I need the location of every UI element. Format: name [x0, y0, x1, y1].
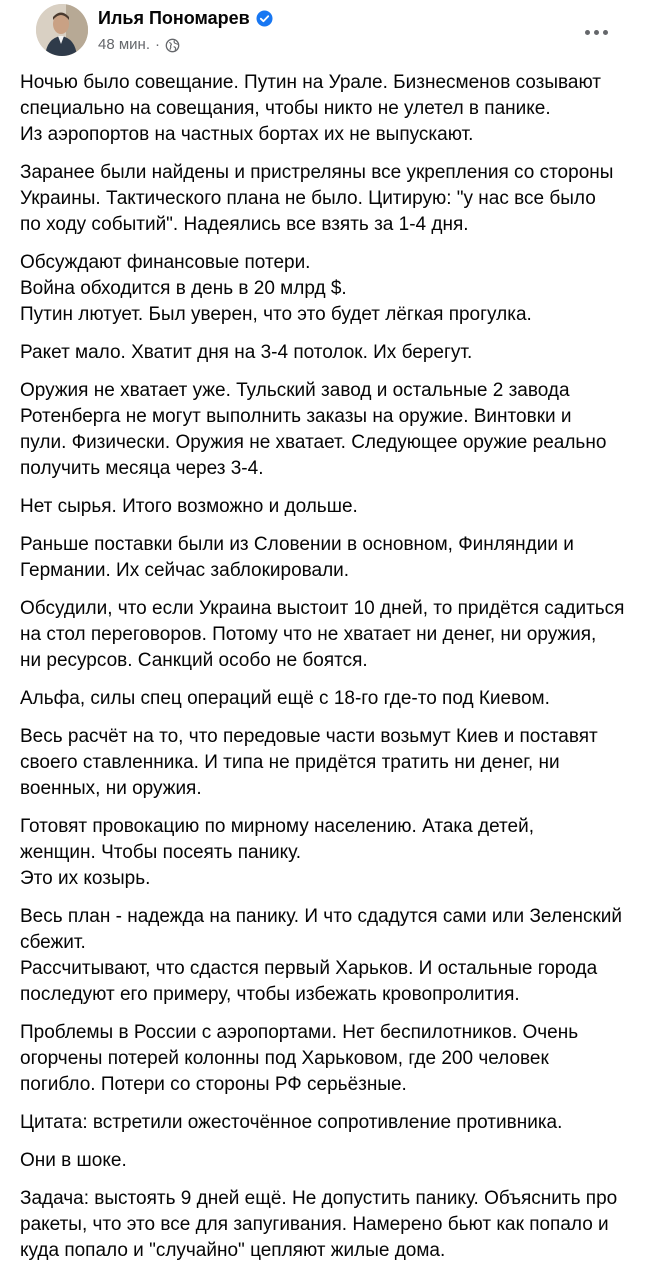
post-paragraph: Ночью было совещание. Путин на Урале. Бизнесменов созывают специально на совещания, чтобы никто не улетел в панике. Из аэропортов на частных бортах их не выпускают.	[20, 72, 602, 145]
globe-icon[interactable]	[165, 38, 180, 53]
post-paragraph: Они в шоке.	[20, 1150, 127, 1171]
more-options-icon	[585, 30, 608, 35]
post-paragraph: Заранее были найдены и пристреляны все укрепления со стороны Украины. Тактического плана не было. Цитирую: "у нас все было по ходу событий". Надеялись все взять за 1-4 дня.	[20, 162, 614, 235]
verified-badge-icon	[256, 10, 273, 27]
post-paragraph: Проблемы в России с аэропортами. Нет беспилотников. Очень огорчены потерей колонны под Харьковом, где 200 человек погибло. Потери со стороны РФ серьёзные.	[20, 1022, 579, 1095]
post-paragraph: Раньше поставки были из Словении в основном, Финляндии и Германии. Их сейчас заблокировали.	[20, 534, 574, 581]
post-paragraph: Весь план - надежда на панику. И что сдадутся сами или Зеленский сбежит. Рассчитывают, что сдастся первый Харьков. И остальные города последуют его примеру, чтобы избежать кровопролития.	[20, 906, 623, 1005]
post-paragraph: Ракет мало. Хватит дня на 3-4 потолок. Их берегут.	[20, 342, 473, 363]
more-options-button[interactable]	[578, 14, 614, 50]
post-paragraph: Альфа, силы спец операций ещё с 18-го где-то под Киевом.	[20, 688, 550, 709]
post-body	[20, 70, 632, 1276]
meta-separator: ·	[155, 36, 160, 53]
author-name[interactable]: Илья Пономарев	[98, 8, 250, 28]
post-paragraph: Оружия не хватает уже. Тульский завод и остальные 2 завода Ротенберга не могут выполнить заказы на оружие. Винтовки и пули. Физически. Оружия не хватает. Следующее оружие реально получить месяца через 3-4.	[20, 380, 607, 479]
post-paragraph: Нет сырья. Итого возможно и дольше.	[20, 496, 358, 517]
post-header	[18, 0, 628, 72]
post-timestamp[interactable]: 48 мин.	[98, 36, 150, 53]
post-paragraph: Обсудили, что если Украина выстоит 10 дней, то придётся садиться на стол переговоров. Потому что не хватает ни денег, ни оружия, ни ресурсов. Санкций особо не боятся.	[20, 598, 625, 671]
post-paragraph: Цитата: встретили ожесточённое сопротивление противника.	[20, 1112, 563, 1133]
post-paragraph: Готовят провокацию по мирному населению. Атака детей, женщин. Чтобы посеять панику. Это их козырь.	[20, 816, 534, 889]
author-block	[98, 6, 273, 54]
avatar-photo-icon	[36, 4, 88, 56]
post-paragraph: Обсуждают финансовые потери. Война обходится в день в 20 млрд $. Путин лютует. Был уверен, что это будет лёгкая прогулка.	[20, 252, 532, 325]
author-avatar[interactable]	[36, 4, 88, 56]
post-paragraph: Задача: выстоять 9 дней ещё. Не допустить панику. Объяснить про ракеты, что это все для запугивания. Намерено бьют как попало и куда попало и "случайно" цепляют жилые дома.	[20, 1188, 618, 1261]
post-meta	[98, 36, 273, 54]
post-paragraph: Весь расчёт на то, что передовые части возьмут Киев и поставят своего ставленника. И типа не придётся тратить ни денег, ни военных, ни оружия.	[20, 726, 598, 799]
author-row	[98, 6, 273, 30]
